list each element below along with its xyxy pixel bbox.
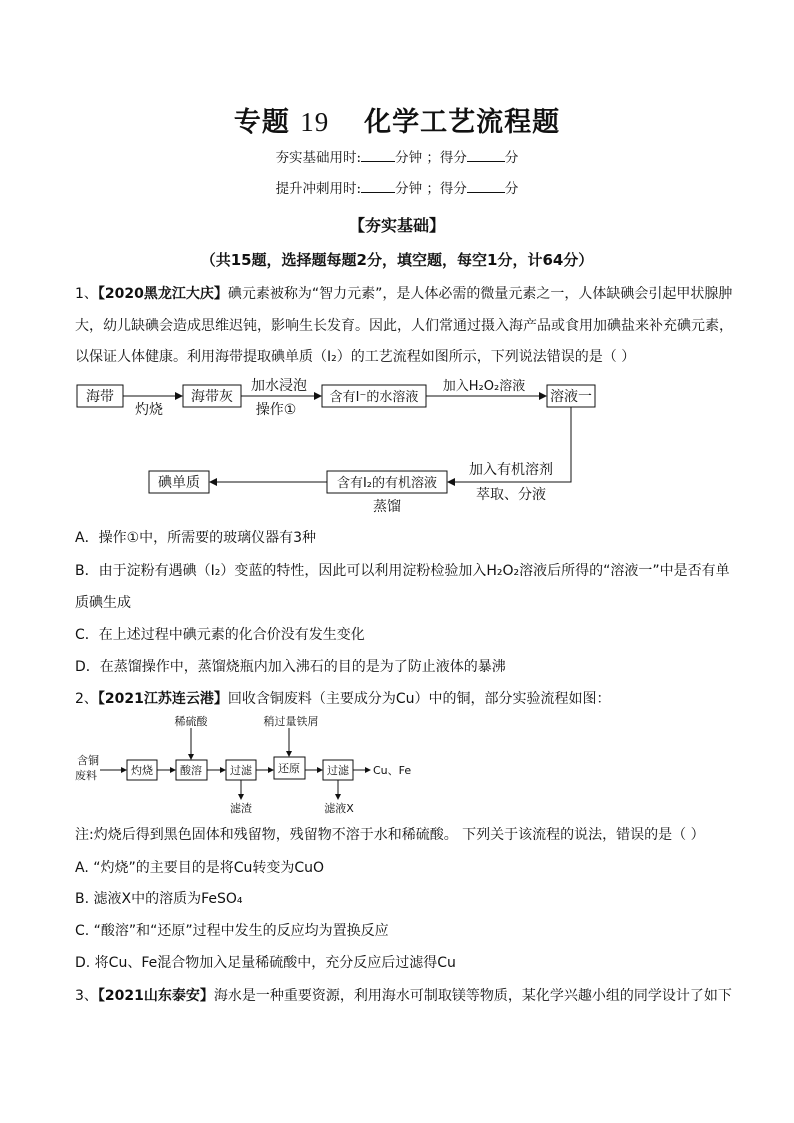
q2-waste2: 滤液X bbox=[324, 802, 354, 815]
q1-box3-label: 含有I⁻的水溶液 bbox=[329, 390, 419, 405]
q1-box5-label: 含有I₂的有机溶液 bbox=[336, 476, 438, 491]
score-blank[interactable] bbox=[467, 178, 505, 193]
q2-box5-label: 过滤 bbox=[327, 764, 349, 777]
q1-option-a[interactable]: A．操作①中，所需要的玻璃仪器有3种 bbox=[75, 530, 317, 546]
score-blank[interactable] bbox=[467, 147, 505, 162]
q2-box3-label: 过滤 bbox=[230, 764, 252, 777]
q1-box2-label: 海带灰 bbox=[191, 389, 233, 405]
q2-box1-label: 灼烧 bbox=[131, 764, 153, 777]
q2-flow-diagram bbox=[0, 712, 794, 817]
title-rest: 化学工艺流程题 bbox=[364, 107, 561, 138]
q1-box4-label: 溶液一 bbox=[550, 389, 592, 405]
q1-arrow2-bottom: 操作① bbox=[255, 402, 297, 418]
q2-source: 【2021江苏连云港】 bbox=[97, 691, 228, 707]
q1-option-c[interactable]: C．在上述过程中碘元素的化合价没有发生变化 bbox=[75, 627, 365, 643]
section-instructions: （共15题，选择题每题2分，填空题，每空1分，计64分） bbox=[200, 251, 594, 269]
q1-arrow5-bottom: 蒸馏 bbox=[373, 499, 401, 515]
timing-line-basic: 夯实基础用时: 分钟 ；得分 分 bbox=[0, 146, 794, 166]
q1-arrow4-top: 加入有机溶剂 bbox=[469, 462, 553, 478]
q2-stem: 2、【2021江苏连云港】回收含铜废料（主要成分为Cu）中的铜，部分实验流程如图： bbox=[75, 691, 611, 707]
q2-start-line1: 含铜 bbox=[77, 754, 99, 767]
q1-arrow2-top: 加水浸泡 bbox=[251, 378, 307, 394]
q1-stem-line2: 大，幼儿缺碘会造成思维迟钝，影响生长发育。因此，人们常通过摄入海产品或食用加碘盐来补充碘元素， bbox=[75, 318, 733, 334]
q2-reagent2: 稍过量铁屑 bbox=[263, 715, 319, 728]
q2-box4-label: 还原 bbox=[278, 762, 300, 775]
q1-arrow4-bottom: 萃取、分液 bbox=[476, 487, 546, 503]
title-number: 19 bbox=[300, 107, 330, 137]
time-blank[interactable] bbox=[361, 178, 395, 193]
q2-option-a[interactable]: A. “灼烧”的主要目的是将Cu转变为CuO bbox=[75, 860, 325, 876]
q2-waste1: 滤渣 bbox=[230, 802, 252, 815]
q1-arrow3-top: 加入H₂O₂溶液 bbox=[442, 379, 526, 394]
q2-option-d[interactable]: D. 将Cu、Fe混合物加入足量稀硫酸中，充分反应后过滤得Cu bbox=[75, 955, 456, 971]
q1-box6-label: 碘单质 bbox=[158, 475, 200, 491]
q1-stem-line1: 1、【2020黑龙江大庆】碘元素被称为“智力元素”，是人体必需的微量元素之一，人体缺碘会引起甲状腺肿 bbox=[75, 286, 733, 302]
q2-box2-label: 酸溶 bbox=[180, 764, 202, 777]
q1-option-d[interactable]: D．在蒸馏操作中，蒸馏烧瓶内加入沸石的目的是为了防止液体的暴沸 bbox=[75, 659, 506, 675]
q1-box1-label: 海带 bbox=[86, 389, 114, 405]
time-blank[interactable] bbox=[361, 147, 395, 162]
q1-option-b-line1[interactable]: B．由于淀粉有遇碘（I₂）变蓝的特性，因此可以利用淀粉检验加入H₂O₂溶液后所得的“溶液一”中是否有单 bbox=[75, 563, 730, 579]
q1-source: 【2020黑龙江大庆】 bbox=[97, 286, 228, 302]
q3-source: 【2021山东泰安】 bbox=[97, 988, 214, 1004]
q2-reagent1: 稀硫酸 bbox=[174, 715, 208, 728]
q1-option-b-line2[interactable]: 质碘生成 bbox=[75, 595, 131, 611]
q1-stem-line3: 以保证人体健康。利用海带提取碘单质（I₂）的工艺流程如图所示，下列说法错误的是（ ） bbox=[75, 349, 636, 365]
q2-start-line2: 废料 bbox=[75, 769, 97, 782]
timing-line-advanced: 提升冲刺用时: 分钟 ；得分 分 bbox=[0, 177, 794, 197]
q2-option-c[interactable]: C. “酸溶”和“还原”过程中发生的反应均为置换反应 bbox=[75, 923, 389, 939]
q1-flow-diagram bbox=[0, 370, 794, 520]
q2-option-b[interactable]: B. 滤液X中的溶质为FeSO₄ bbox=[75, 891, 243, 907]
q3-stem: 3、【2021山东泰安】海水是一种重要资源，利用海水可制取镁等物质，某化学兴趣小组的同学设计了如下 bbox=[75, 988, 732, 1004]
title-main: 专题 bbox=[233, 107, 290, 138]
page-title bbox=[0, 100, 794, 139]
q1-arrow1-label: 灼烧 bbox=[135, 402, 163, 418]
section-heading: 【夯实基础】 bbox=[348, 216, 445, 235]
q2-note: 注:灼烧后得到黑色固体和残留物，残留物不溶于水和稀硫酸。 下列关于该流程的说法，错误的是（ ） bbox=[75, 827, 705, 843]
q2-product: Cu、Fe bbox=[373, 764, 412, 777]
